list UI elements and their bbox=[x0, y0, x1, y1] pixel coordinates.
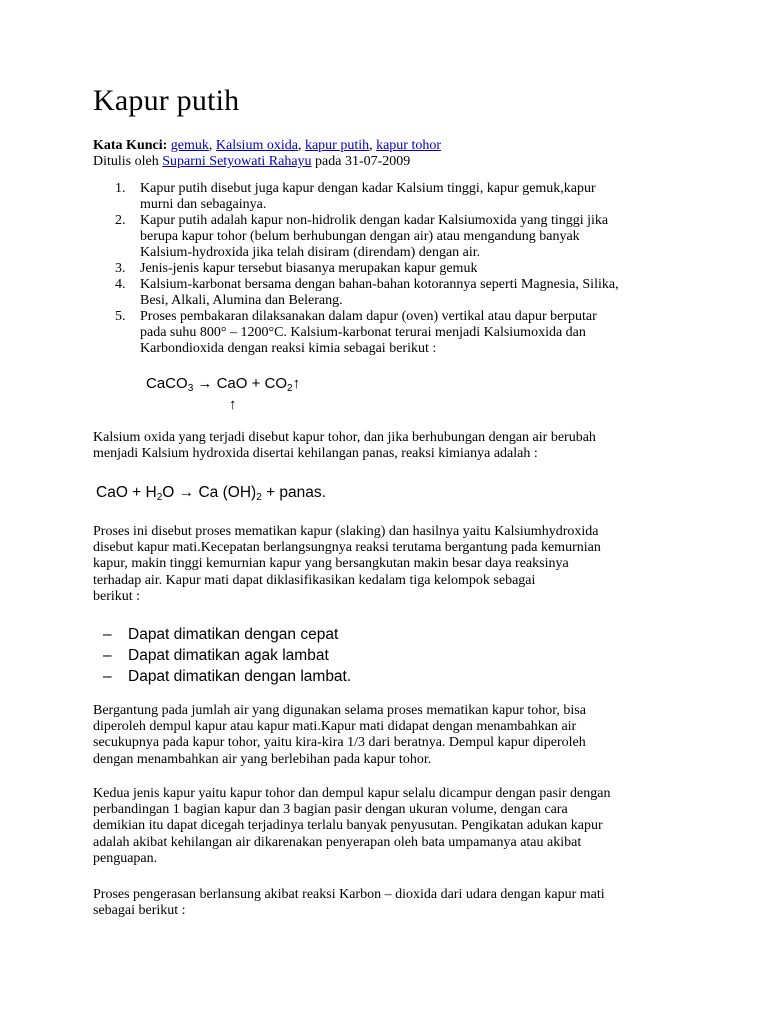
dash-item-text: Dapat dimatikan dengan cepat bbox=[128, 626, 339, 643]
dash-list bbox=[103, 624, 503, 687]
formula-text: + panas. bbox=[266, 484, 326, 501]
paragraph-kalsium-oxida bbox=[93, 430, 683, 462]
author-prefix: Ditulis oleh bbox=[93, 154, 159, 169]
list-line: Kalsium-hydroxida jika telah disiram (direndam) dengan air. bbox=[140, 245, 481, 260]
paragraph-line: Bergantung pada jumlah air yang digunakan selama proses mematikan kapur tohor, bisa bbox=[93, 703, 586, 718]
dash-bullet: – bbox=[103, 626, 112, 643]
paragraph-line: disebut kapur mati.Kecepatan berlangsungnya reaksi terutama bergantung pada kemurnian bbox=[93, 540, 601, 556]
reaction-arrow-icon: → bbox=[178, 484, 195, 501]
formula-text: CaO + H bbox=[96, 484, 157, 501]
paragraph-line: sebagai berikut : bbox=[93, 903, 186, 919]
list-line: Karbondioxida dengan reaksi kimia sebagai berikut : bbox=[140, 341, 437, 356]
list-number: 2. bbox=[115, 213, 126, 228]
list-number: 1. bbox=[115, 181, 126, 196]
paragraph-line: terhadap air. Kapur mati dapat diklasifikasikan kedalam tiga kelompok sebagai bbox=[93, 572, 536, 588]
keywords-line: Kata Kunci: gemuk, Kalsium oxida, kapur putih, kapur tohor bbox=[93, 138, 442, 153]
list-number: 5. bbox=[115, 309, 126, 324]
paragraph-line: diperoleh dempul kapur atau kapur mati.Kapur mati didapat dengan menambahkan air bbox=[93, 719, 577, 735]
list-line: Kalsium-karbonat bersama dengan bahan-bahan kotorannya seperti Magnesia, Silika, bbox=[140, 277, 619, 292]
paragraph-line: kapur, makin tinggi kemurnian kapur yang bersangkutan makin besar daya reaksinya bbox=[93, 556, 569, 572]
author-link[interactable]: Suparni Setyowati Rahayu bbox=[162, 154, 312, 169]
keyword-link-kapur-tohor[interactable]: kapur tohor bbox=[376, 138, 442, 153]
numbered-list bbox=[93, 181, 683, 357]
dash-list-item bbox=[103, 624, 503, 645]
list-item bbox=[93, 309, 683, 357]
paragraph-pasir bbox=[93, 786, 683, 867]
paragraph-line: secukupnya pada kapur tohor, yaitu kira-kira 1/3 dari beratnya. Dempul kapur diperoleh bbox=[93, 735, 586, 751]
formula-subscript: 3 bbox=[187, 383, 194, 394]
list-line: Jenis-jenis kapur tersebut biasanya merupakan kapur gemuk bbox=[140, 261, 478, 276]
paragraph-line: demikian itu dapat dicegah terjadinya terlalu banyak penyusutan. Pengikatan adukan kapur bbox=[93, 818, 603, 834]
keywords-label: Kata Kunci: bbox=[93, 138, 168, 153]
list-line: murni dan sebagainya. bbox=[140, 197, 267, 212]
keyword-link-kapur-putih[interactable]: kapur putih bbox=[304, 138, 370, 153]
formula-text: CaO + CO bbox=[216, 375, 288, 392]
gas-arrow-icon: ↑ bbox=[292, 375, 301, 392]
dash-list-item bbox=[103, 645, 503, 666]
dash-item-text: Dapat dimatikan agak lambat bbox=[128, 647, 329, 664]
paragraph-line: Proses ini disebut proses mematikan kapur (slaking) dan hasilnya yaitu Kalsiumhydroxida bbox=[93, 524, 599, 539]
reaction-arrow-icon: → bbox=[197, 375, 213, 392]
paragraph-dempul bbox=[93, 703, 683, 768]
paragraph-line: dengan menambahkan air yang berlebihan pada kapur tohor. bbox=[93, 751, 432, 767]
paragraph-line: adalah akibat kehilangan air dikarenakan penyerapan oleh bata umpamanya atau akibat bbox=[93, 834, 582, 850]
formula-subscript: 2 bbox=[256, 492, 262, 503]
gas-arrow-icon-secondary: ↑ bbox=[229, 396, 237, 413]
reaction-formula-slaking bbox=[96, 484, 326, 502]
publish-date: pada 31-07-2009 bbox=[315, 154, 411, 169]
paragraph-slaking bbox=[93, 524, 683, 605]
list-item bbox=[93, 277, 683, 309]
dash-bullet: – bbox=[103, 668, 112, 685]
paragraph-line: berikut : bbox=[93, 588, 141, 604]
formula-text: Ca (OH) bbox=[198, 484, 257, 501]
dash-bullet: – bbox=[103, 647, 112, 664]
formula-subscript: 2 bbox=[156, 492, 163, 503]
reaction-formula-calcination bbox=[146, 375, 300, 392]
list-line: Kapur putih disebut juga kapur dengan kadar Kalsium tinggi, kapur gemuk,kapur bbox=[140, 181, 596, 196]
list-item bbox=[93, 181, 683, 213]
list-line: Besi, Alkali, Alumina dan Belerang. bbox=[140, 293, 343, 308]
list-item bbox=[93, 213, 683, 261]
paragraph-line: Kedua jenis kapur yaitu kapur tohor dan dempul kapur selalu dicampur dengan pasir dengan bbox=[93, 786, 611, 801]
article-meta bbox=[93, 138, 441, 170]
paragraph-line: perbandingan 1 bagian kapur dan 3 bagian pasir dengan ukuran volume, dengan cara bbox=[93, 802, 568, 818]
page-title: Kapur putih bbox=[93, 84, 240, 117]
keyword-link-kalsium-oxida[interactable]: Kalsium oxida bbox=[215, 138, 298, 153]
list-line: berupa kapur tohor (belum berhubungan dengan air) atau mengandung banyak bbox=[140, 229, 580, 244]
list-number: 3. bbox=[115, 261, 126, 276]
list-line: pada suhu 800° – 1200°C. Kalsium-karbonat terurai menjadi Kalsiumoxida dan bbox=[140, 325, 586, 340]
paragraph-line: Proses pengerasan berlansung akibat reaksi Karbon – dioxida dari udara dengan kapur mati bbox=[93, 887, 605, 902]
list-item bbox=[93, 261, 683, 277]
formula-text: O bbox=[162, 484, 175, 501]
paragraph-line: penguapan. bbox=[93, 850, 158, 866]
list-number: 4. bbox=[115, 277, 126, 292]
dash-item-text: Dapat dimatikan dengan lambat. bbox=[128, 668, 352, 685]
dash-list-item bbox=[103, 666, 503, 687]
keyword-link-gemuk[interactable]: gemuk bbox=[170, 138, 209, 153]
formula-text: CaCO bbox=[146, 375, 188, 392]
list-line: Proses pembakaran dilaksanakan dalam dapur (oven) vertikal atau dapur berputar bbox=[140, 309, 597, 324]
list-line: Kapur putih adalah kapur non-hidrolik dengan kadar Kalsiumoxida yang tinggi jika bbox=[140, 213, 609, 228]
byline bbox=[93, 154, 441, 170]
formula-subscript: 2 bbox=[287, 383, 293, 394]
paragraph-pengerasan bbox=[93, 887, 683, 919]
paragraph-line: menjadi Kalsium hydroxida disertai kehilangan panas, reaksi kimianya adalah : bbox=[93, 446, 538, 462]
paragraph-line: Kalsium oxida yang terjadi disebut kapur tohor, dan jika berhubungan dengan air berubah bbox=[93, 430, 596, 445]
